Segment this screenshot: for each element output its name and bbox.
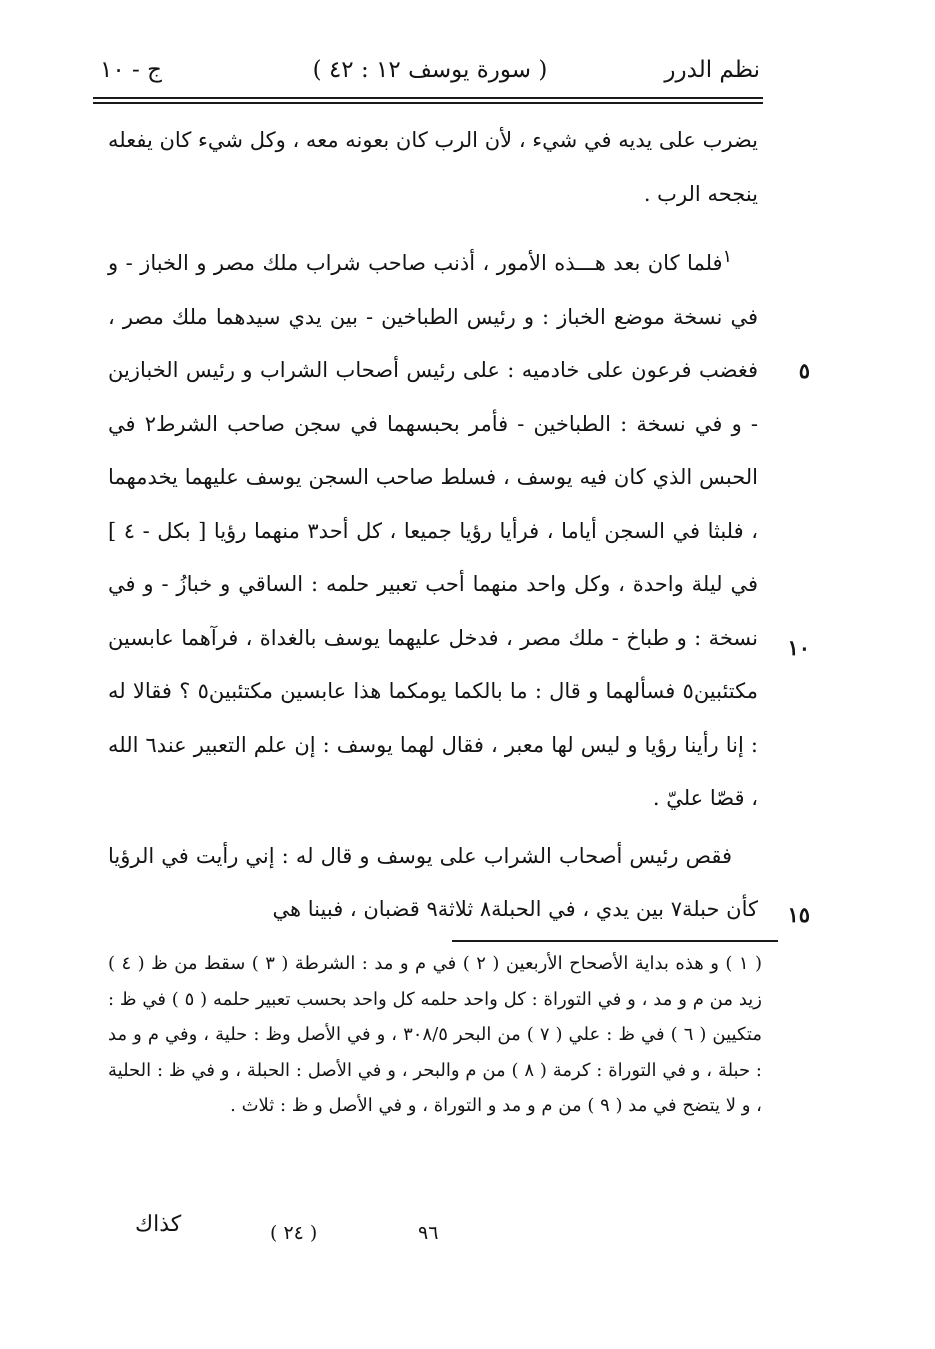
paragraph-3: فقص رئيس أصحاب الشراب على يوسف و قال له : إني رأيت في الرؤيا كأن حبلة٧ بين يدي ، في الحبلة٨ ثلاثة٩ قضبان ، فبينا هي bbox=[108, 843, 758, 921]
footnotes bbox=[108, 946, 762, 1124]
header-volume: ج - ١٠ bbox=[100, 57, 162, 83]
page-number: ٩٦ bbox=[418, 1222, 439, 1244]
footnote-marker: ١ bbox=[722, 247, 732, 267]
paragraph-1: يضرب على يديه في شيء ، لأن الرب كان بعونه معه ، وكل شيء كان يفعله ينجحه الرب . bbox=[108, 128, 758, 206]
paragraph-2 bbox=[108, 231, 758, 826]
catchword: كذاك bbox=[135, 1212, 182, 1237]
line-number: ١٠ bbox=[787, 635, 810, 660]
header-book-title: نظم الدرر bbox=[664, 57, 760, 83]
paragraph-2-text: فلما كان بعد هـــذه الأمور ، أذنب صاحب شراب ملك مصر و الخباز - و في نسخة موضع الخباز : و رئيس الطباخين - بين يدي سيدهما ملك مصر ، فغضب فرعون على خادميه : على رئيس أصحاب الشراب و رئيس الخبازين - و في نسخة : الطباخين - فأمر بحبسهما في سجن صاحب الشرط٢ في الحبس الذي كان فيه يوسف ، فسلط صاحب السجن يوسف عليهما يخدمهما ، فلبثا في السجن أياما ، فرأيا رؤيا جميعا ، كل أحد٣ منهما رؤيا [ بكل - ٤ ] في ليلة واحدة ، وكل واحد منهما أحب تعبير حلمه : الساقي و خبازُ - و في نسخة : و طباخ - ملك مصر ، فدخل عليهما يوسف بالغداة ، فرآهما عابسين مكتئبين٥ فسألهما و قال : ما بالكما يومكما هذا عابسين مكتئبين٥ ؟ فقالا له : إنا رأينا رؤيا و ليس لها معبر ، فقال لهما يوسف : إن علم التعبير عند٦ الله ، قصّا عليّ . bbox=[108, 251, 758, 810]
signature-mark: ( ٢٤ ) bbox=[270, 1222, 318, 1244]
running-header bbox=[100, 52, 760, 88]
line-number: ٥ bbox=[798, 358, 810, 383]
footnote-rule bbox=[452, 940, 778, 942]
page-footer bbox=[100, 1212, 700, 1252]
header-rule-double bbox=[93, 102, 763, 104]
main-text bbox=[108, 114, 810, 937]
line-number: ١٥ bbox=[787, 902, 810, 927]
footnote-text: ( ١ ) و هذه بداية الأصحاح الأربعين ( ٢ ) في م و مد : الشرطة ( ٣ ) سقط من ظ ( ٤ ) زيد من م و مد ، و في التوراة : كل واحد حلمه كل واحد بحسب تعبير حلمه ( ٥ ) في ظ : متكيين ( ٦ ) في ظ : علي ( ٧ ) من البحر ٣٠٨/٥ ، و في الأصل وظ : حلية ، وفي م و مد : حبلة ، و في التوراة : كرمة ( ٨ ) من م والبحر ، و في الأصل : الحبلة ، و في ظ : الحلية ، و لا يتضح في مد ( ٩ ) من م و مد و التوراة ، و في الأصل و ظ : ثلاث . bbox=[108, 953, 763, 1116]
header-chapter-reference: ( سورة يوسف ١٢ : ٤٢ ) bbox=[312, 57, 548, 83]
header-rule bbox=[93, 97, 763, 99]
